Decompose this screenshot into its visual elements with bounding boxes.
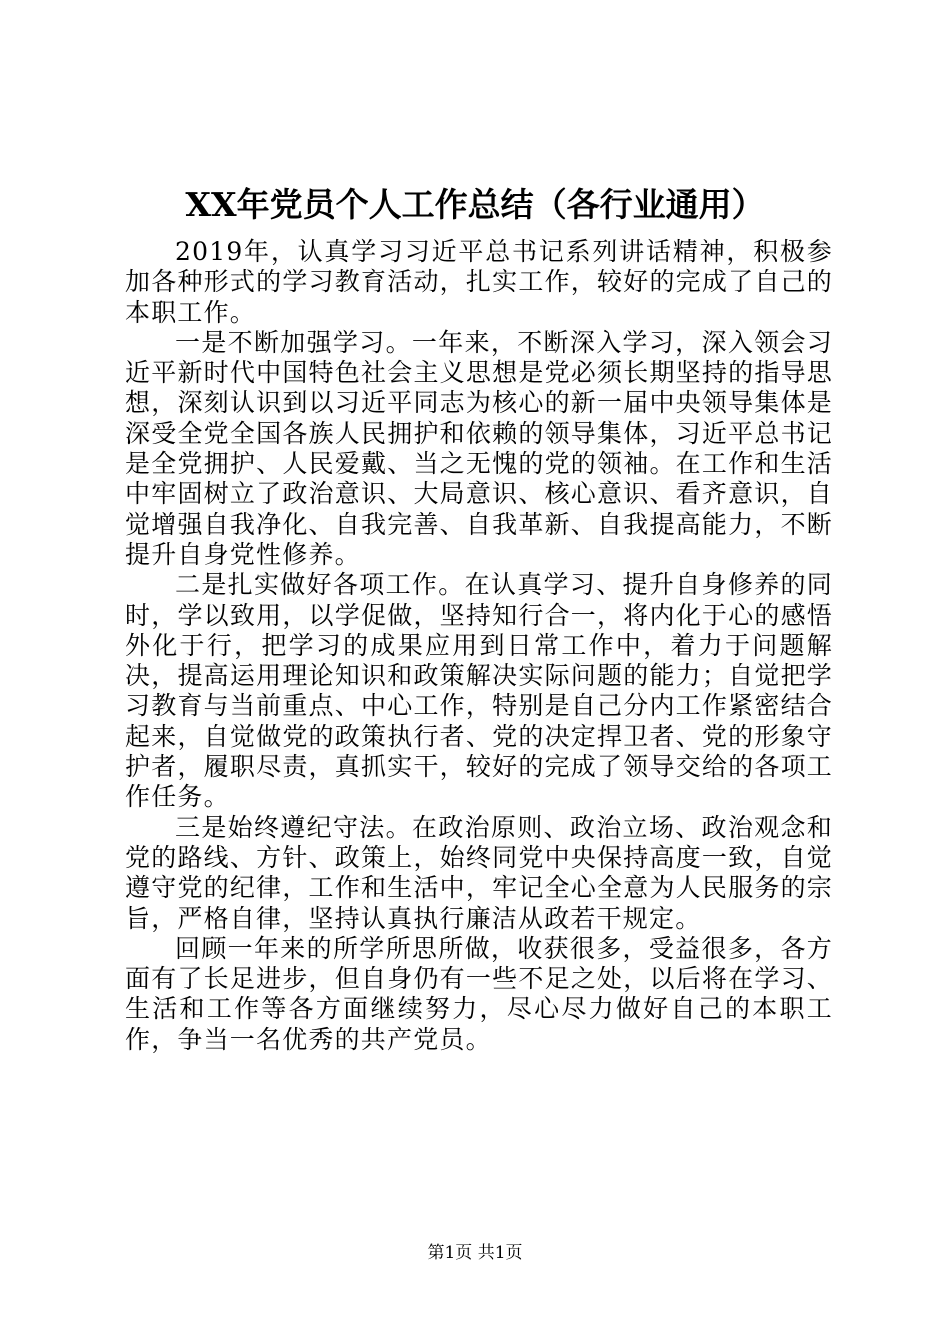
page-number: 第1页 共1页 xyxy=(427,1243,523,1263)
paragraph-review: 回顾一年来的所学所思所做，收获很多，受益很多，各方面有了长足进步，但自身仍有一些不足之处，以后将在学习、生活和工作等各方面继续努力，尽心尽力做好自己的本职工作，争当一名优秀的共产党员。 xyxy=(125,933,833,1054)
paragraph-study: 一是不断加强学习。一年来，不断深入学习，深入领会习近平新时代中国特色社会主义思想是党必须长期坚持的指导思想，深刻认识到以习近平同志为核心的新一届中央领导集体是深受全党全国各族人民拥护和依赖的领导集体，习近平总书记是全党拥护、人民爱戴、当之无愧的党的领袖。在工作和生活中牢固树立了政治意识、大局意识、核心意识、看齐意识，自觉增强自我净化、自我完善、自我革新、自我提高能力，不断提升自身党性修养。 xyxy=(125,327,833,569)
paragraph-work: 二是扎实做好各项工作。在认真学习、提升自身修养的同时，学以致用，以学促做，坚持知行合一，将内化于心的感悟外化于行，把学习的成果应用到日常工作中，着力于问题解决，提高运用理论知识和政策解决实际问题的能力；自觉把学习教育与当前重点、中心工作，特别是自己分内工作紧密结合起来，自觉做党的政策执行者、党的决定捍卫者、党的形象守护者，履职尽责，真抓实干，较好的完成了领导交给的各项工作任务。 xyxy=(125,570,833,812)
document-title: XX年党员个人工作总结（各行业通用） xyxy=(185,185,765,224)
document-body xyxy=(125,237,833,1055)
paragraph-discipline: 三是始终遵纪守法。在政治原则、政治立场、政治观念和党的路线、方针、政策上，始终同党中央保持高度一致，自觉遵守党的纪律，工作和生活中，牢记全心全意为人民服务的宗旨，严格自律，坚持认真执行廉洁从政若干规定。 xyxy=(125,812,833,933)
paragraph-intro: 2019年，认真学习习近平总书记系列讲话精神，积极参加各种形式的学习教育活动，扎实工作，较好的完成了自己的本职工作。 xyxy=(125,237,833,327)
